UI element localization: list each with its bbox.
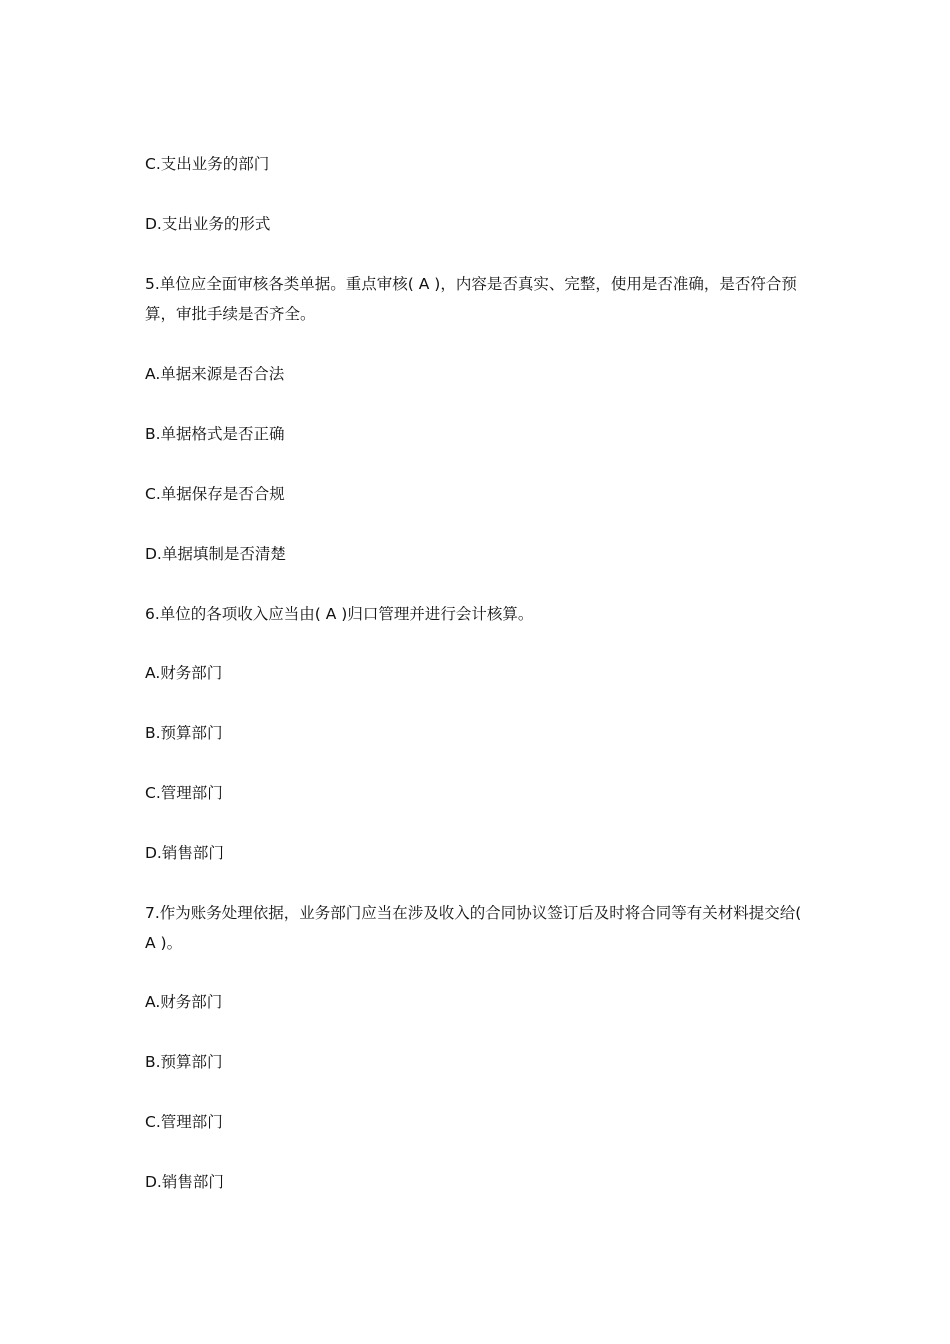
question-6: 6.单位的各项收入应当由( A )归口管理并进行会计核算。 xyxy=(145,605,534,623)
option-a-q5: A.单据来源是否合法 xyxy=(145,365,285,383)
option-d-q4: D.支出业务的形式 xyxy=(145,215,271,233)
option-a-q7: A.财务部门 xyxy=(145,993,223,1011)
option-c-q4: C.支出业务的部门 xyxy=(145,155,270,173)
option-d-q5: D.单据填制是否清楚 xyxy=(145,545,286,563)
option-c-q5: C.单据保存是否合规 xyxy=(145,485,285,503)
option-b-q7: B.预算部门 xyxy=(145,1053,223,1071)
option-c-q7: C.管理部门 xyxy=(145,1113,223,1131)
question-7: 7.作为账务处理依据，业务部门应当在涉及收入的合同协议签订后及时将合同等有关材料提交给( A )。 xyxy=(145,904,802,952)
option-b-q6: B.预算部门 xyxy=(145,724,223,742)
option-b-q5: B.单据格式是否正确 xyxy=(145,425,285,443)
option-d-q6: D.销售部门 xyxy=(145,844,224,862)
option-d-q7: D.销售部门 xyxy=(145,1173,224,1191)
question-5: 5.单位应全面审核各类单据。重点审核( A )，内容是否真实、完整，使用是否准确，是否符合预算，审批手续是否齐全。 xyxy=(145,275,797,323)
option-c-q6: C.管理部门 xyxy=(145,784,223,802)
option-a-q6: A.财务部门 xyxy=(145,664,223,682)
